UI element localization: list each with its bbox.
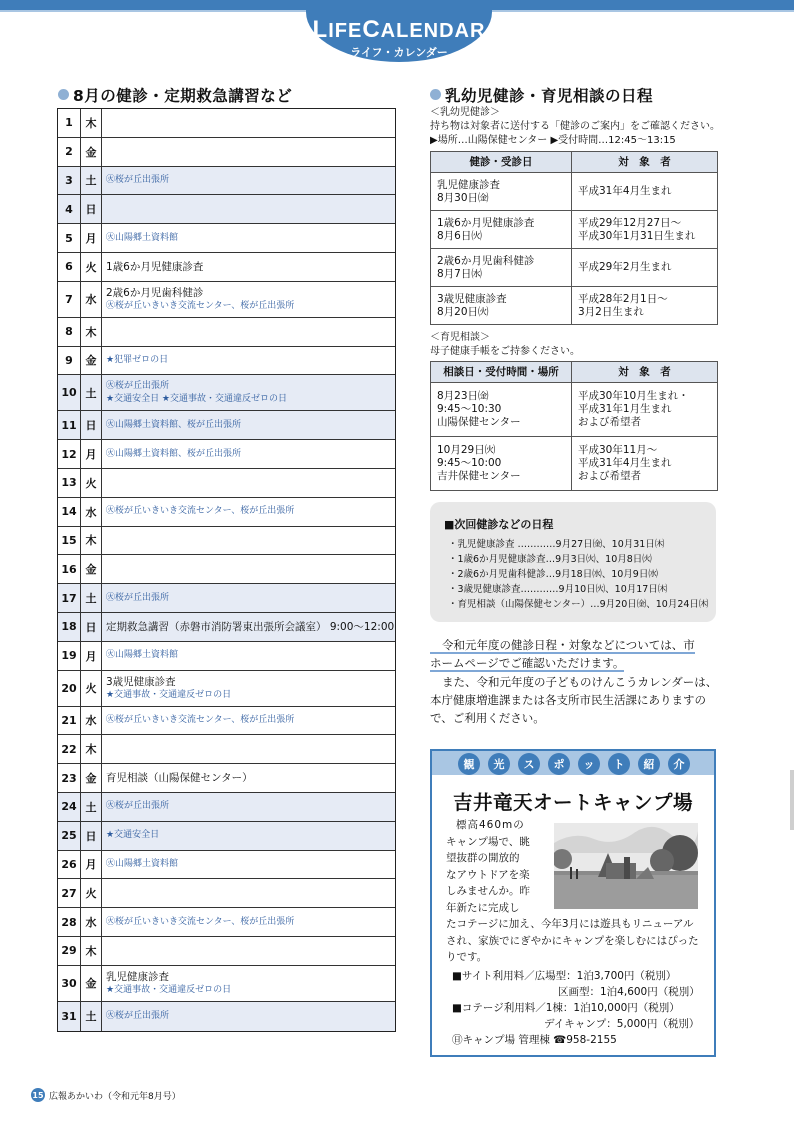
calendar-weekday: 火 — [81, 671, 102, 706]
calendar-events — [102, 966, 395, 1001]
event-note: ㊋桜が丘出張所 — [106, 801, 170, 812]
calendar-day: 22 — [58, 735, 81, 763]
event-note: ㊋桜が丘いきいき交流センター、桜が丘出張所 — [106, 506, 295, 517]
notice-paragraph-2: また、令和元年度の子どものけんこうカレンダーは、本庁健康増進課または各支所市民生活課にありますので、ご利用ください。 — [430, 675, 718, 725]
consult-table — [430, 361, 718, 491]
calendar-events — [102, 1002, 395, 1031]
table-header-cell: 対 象 者 — [572, 152, 718, 173]
calendar-row — [58, 879, 395, 908]
event-note: ㊋桜が丘いきいき交流センター、桜が丘出張所 — [106, 300, 295, 311]
band-char: 光 — [488, 753, 510, 775]
calendar-day: 30 — [58, 966, 81, 1001]
exam-date: 8月30日㈮ — [437, 191, 489, 204]
consult-note: 母子健康手帳をご持参ください。 — [430, 346, 580, 357]
exam-name: 3歳児健康診査 — [437, 292, 507, 305]
consult-label: ＜育児相談＞ — [430, 332, 490, 343]
exam-date: 8月20日㈫ — [437, 305, 489, 318]
calendar-day: 29 — [58, 937, 81, 965]
calendar-row — [58, 375, 395, 411]
daycamp-fee: デイキャンプ：5,000円（税別） — [544, 1018, 700, 1030]
calendar-weekday: 日 — [81, 195, 102, 223]
calendar-events — [102, 375, 395, 410]
calendar-weekday: 木 — [81, 937, 102, 965]
calendar-row — [58, 109, 395, 138]
calendar-row — [58, 555, 395, 584]
calendar-day: 14 — [58, 498, 81, 526]
calendar-events — [102, 851, 395, 879]
spot-text-narrow — [446, 817, 554, 916]
calendar-weekday: 月 — [81, 224, 102, 252]
table-header-cell: 相談日・受付時間・場所 — [431, 362, 572, 383]
calendar-day: 20 — [58, 671, 81, 706]
table-cell — [431, 173, 572, 211]
target-text: 平成31年1月生まれ — [578, 403, 672, 415]
band-char: ポ — [548, 753, 570, 775]
event-main: 育児相談（山陽保健センター） — [106, 772, 253, 785]
calendar-row — [58, 735, 395, 764]
table-cell — [431, 287, 572, 325]
target-text: 平成30年10月生まれ・ — [578, 390, 689, 402]
table-row — [431, 383, 718, 437]
calendar-events — [102, 937, 395, 965]
event-note: ㊋桜が丘出張所 — [106, 174, 170, 185]
footer — [31, 1088, 181, 1102]
target-text: 平成29年12月27日～ — [578, 216, 682, 229]
calendar-day: 1 — [58, 109, 81, 137]
next-schedule-box — [430, 502, 716, 622]
calendar-events — [102, 764, 395, 792]
calendar-events — [102, 167, 395, 195]
calendar-day: 6 — [58, 253, 81, 281]
title-c: C — [362, 16, 381, 43]
event-main: 乳児健康診査 — [106, 970, 169, 983]
event-note: ㊋山陽郷土資料館 — [106, 650, 179, 661]
calendar-day: 18 — [58, 613, 81, 641]
event-note: ㊋桜が丘出張所 — [106, 380, 170, 391]
infant-heading-text: 乳幼児健診・育児相談の日程 — [445, 87, 654, 105]
table-cell — [572, 437, 718, 491]
target-text: 平成28年2月1日～ — [578, 292, 668, 305]
calendar-events — [102, 109, 395, 137]
band-char: 紹 — [638, 753, 660, 775]
calendar-row — [58, 195, 395, 224]
title-ife: IFE — [328, 20, 363, 42]
calendar-events — [102, 138, 395, 166]
calendar-day: 4 — [58, 195, 81, 223]
event-note: ㊋山陽郷土資料館 — [106, 858, 179, 869]
calendar-day: 8 — [58, 318, 81, 346]
table-header-cell: 対 象 者 — [572, 362, 718, 383]
side-mark — [790, 770, 794, 830]
calendar-events — [102, 671, 395, 706]
calendar-weekday: 金 — [81, 966, 102, 1001]
target-text: 平成30年11月～ — [578, 444, 658, 456]
calendar-weekday: 木 — [81, 109, 102, 137]
calendar-weekday: 火 — [81, 253, 102, 281]
event-note: ㊋桜が丘出張所 — [106, 592, 170, 603]
consult-date: 10月29日㈫ — [437, 444, 496, 456]
calendar-row — [58, 527, 395, 556]
target-text: 平成31年4月生まれ — [578, 185, 672, 197]
spot-title: 吉井竜天オートキャンプ場 — [452, 791, 693, 814]
next-schedule-item: ・1歳6か月児健康診査…9月3日㈫、10月8日㈫ — [448, 554, 652, 565]
table-cell — [431, 437, 572, 491]
calendar-events — [102, 879, 395, 907]
calendar-weekday: 木 — [81, 318, 102, 346]
calendar-day: 23 — [58, 764, 81, 792]
heading-bullet-icon — [58, 89, 69, 100]
calendar-row — [58, 224, 395, 253]
calendar-weekday: 土 — [81, 375, 102, 410]
event-note: ★交通事故・交通違反ゼロの日 — [106, 984, 232, 995]
event-main: 1歳6か月児健康診査 — [106, 260, 204, 273]
tourist-spot-box — [430, 749, 716, 1057]
calendar-weekday: 土 — [81, 1002, 102, 1031]
calendar-day: 19 — [58, 642, 81, 670]
band-char: ッ — [578, 753, 600, 775]
calendar-day: 21 — [58, 707, 81, 735]
calendar-row — [58, 642, 395, 671]
spot-text-line: なアウトドアを楽 — [446, 868, 530, 881]
target-text: および希望者 — [578, 470, 641, 482]
target-text: 平成31年4月生まれ — [578, 457, 672, 469]
band-char: ト — [608, 753, 630, 775]
calendar-day: 27 — [58, 879, 81, 907]
header-subtitle: ライフ・カレンダー — [350, 46, 448, 59]
calendar-day: 26 — [58, 851, 81, 879]
calendar-row — [58, 318, 395, 347]
header-tab — [306, 0, 492, 62]
calendar-day: 2 — [58, 138, 81, 166]
table-row — [431, 249, 718, 287]
calendar-day: 10 — [58, 375, 81, 410]
title-alendar: ALENDAR — [380, 20, 486, 42]
event-note: ㊋山陽郷土資料館、桜が丘出張所 — [106, 419, 242, 430]
notice-text: 令和元年度の健診日程・対象などについては、市 — [430, 638, 695, 654]
calendar-weekday: 月 — [81, 642, 102, 670]
header-title — [306, 16, 492, 44]
calendar-day: 31 — [58, 1002, 81, 1031]
calendar-heading-text: 8月の健診・定期救急講習など — [73, 87, 293, 105]
calendar-events — [102, 613, 395, 641]
calendar-day: 25 — [58, 822, 81, 850]
table-cell — [572, 287, 718, 325]
calendar-row — [58, 908, 395, 937]
spot-text-line: 年新たに完成し — [446, 901, 520, 914]
calendar-events — [102, 527, 395, 555]
calendar-row — [58, 138, 395, 167]
event-note: ★交通事故・交通違反ゼロの日 — [106, 689, 232, 700]
event-note: ㊋桜が丘いきいき交流センター、桜が丘出張所 — [106, 714, 295, 725]
notice-link-text[interactable]: ホームページでご確認いただけます。 — [430, 656, 625, 670]
calendar-events — [102, 469, 395, 497]
exam-name: 2歳6か月児歯科健診 — [437, 254, 535, 267]
calendar-row — [58, 1002, 395, 1031]
consult-date: 8月23日㈮ — [437, 390, 489, 402]
calendar-row — [58, 282, 395, 318]
event-main: 2歳6か月児歯科健診 — [106, 286, 204, 299]
calendar-table — [57, 108, 396, 1032]
table-row — [431, 437, 718, 491]
calendar-weekday: 水 — [81, 707, 102, 735]
table-cell — [431, 211, 572, 249]
consult-table-header — [431, 362, 718, 383]
calendar-day: 16 — [58, 555, 81, 583]
next-schedule-item: ・育児相談（山陽保健センター）…9月20日㈮、10月24日㈭ — [448, 599, 709, 610]
band-char: ス — [518, 753, 540, 775]
calendar-events — [102, 642, 395, 670]
event-note: ㊋山陽郷土資料館 — [106, 232, 179, 243]
consult-place: 山陽保健センター — [437, 416, 521, 428]
band-char: 観 — [458, 753, 480, 775]
checkup-place-time: ▶場所…山陽保健センター ▶受付時間…12:45～13:15 — [430, 135, 676, 146]
calendar-weekday: 水 — [81, 498, 102, 526]
calendar-events — [102, 822, 395, 850]
calendar-weekday: 火 — [81, 469, 102, 497]
spot-band — [432, 751, 714, 775]
calendar-row — [58, 584, 395, 613]
calendar-day: 11 — [58, 411, 81, 439]
checkup-label: ＜乳幼児健診＞ — [430, 107, 500, 118]
infant-heading — [430, 84, 653, 106]
spot-text-wide: たコテージに加え、今年3月には遊具もリニューアルされ、家族でにぎやかにキャンプを楽しむにはぴったりです。 — [446, 918, 699, 963]
calendar-row — [58, 764, 395, 793]
table-cell — [431, 249, 572, 287]
calendar-weekday: 日 — [81, 822, 102, 850]
table-cell — [572, 249, 718, 287]
calendar-row — [58, 613, 395, 642]
checkup-note: 持ち物は対象者に送付する「健診のご案内」をご確認ください。 — [430, 121, 720, 132]
calendar-weekday: 水 — [81, 282, 102, 317]
calendar-day: 15 — [58, 527, 81, 555]
calendar-events — [102, 411, 395, 439]
table-cell — [431, 383, 572, 437]
spot-text-line: しみませんか。昨 — [446, 885, 530, 897]
campsite-photo — [554, 823, 698, 909]
calendar-row — [58, 253, 395, 282]
calendar-events — [102, 318, 395, 346]
calendar-weekday: 水 — [81, 908, 102, 936]
calendar-row — [58, 707, 395, 736]
calendar-weekday: 金 — [81, 555, 102, 583]
calendar-day: 17 — [58, 584, 81, 612]
spot-text-line: キャンプ場で、眺 — [446, 835, 530, 848]
next-schedule-item: ・2歳6か月児歯科健診…9月18日㈬、10月9日㈬ — [448, 569, 658, 580]
calendar-row — [58, 469, 395, 498]
target-text: 平成29年2月生まれ — [578, 261, 672, 273]
calendar-events — [102, 282, 395, 317]
consult-place: 吉井保健センター — [437, 470, 521, 482]
calendar-row — [58, 411, 395, 440]
heading-bullet-icon — [430, 89, 441, 100]
calendar-day: 28 — [58, 908, 81, 936]
calendar-weekday: 木 — [81, 735, 102, 763]
calendar-events — [102, 498, 395, 526]
calendar-day: 12 — [58, 440, 81, 468]
next-schedule-item: ・乳児健康診査 …………9月27日㈮、10月31日㈭ — [448, 539, 665, 550]
calendar-weekday: 土 — [81, 167, 102, 195]
calendar-events — [102, 253, 395, 281]
calendar-day: 13 — [58, 469, 81, 497]
calendar-day: 7 — [58, 282, 81, 317]
spot-contact: ㊐キャンプ場 管理棟 ☎958-2155 — [452, 1034, 617, 1046]
exam-date: 8月7日㈬ — [437, 267, 482, 280]
calendar-day: 9 — [58, 347, 81, 375]
event-note: ㊋山陽郷土資料館、桜が丘出張所 — [106, 448, 242, 459]
calendar-weekday: 金 — [81, 347, 102, 375]
table-header-cell: 健診・受診日 — [431, 152, 572, 173]
calendar-weekday: 月 — [81, 440, 102, 468]
calendar-events — [102, 584, 395, 612]
calendar-weekday: 日 — [81, 411, 102, 439]
calendar-row — [58, 966, 395, 1002]
event-note: ㊋桜が丘いきいき交流センター、桜が丘出張所 — [106, 916, 295, 927]
event-note: ㊋桜が丘出張所 — [106, 1010, 170, 1021]
exam-name: 乳児健康診査 — [437, 178, 500, 191]
exam-date: 8月6日㈫ — [437, 229, 482, 242]
calendar-row — [58, 347, 395, 376]
calendar-events — [102, 793, 395, 821]
title-l: L — [312, 16, 329, 43]
calendar-weekday: 火 — [81, 879, 102, 907]
calendar-row — [58, 793, 395, 822]
exam-name: 1歳6か月児健康診査 — [437, 216, 535, 229]
calendar-weekday: 金 — [81, 138, 102, 166]
calendar-row — [58, 167, 395, 196]
table-cell — [572, 383, 718, 437]
event-note: ★交通安全日 — [106, 830, 160, 841]
next-schedule-item: ・3歳児健康診査…………9月10日㈫、10月17日㈭ — [448, 584, 668, 595]
event-note: ★交通安全日 ★交通事故・交通違反ゼロの日 — [106, 393, 287, 404]
calendar-weekday: 金 — [81, 764, 102, 792]
calendar-events — [102, 908, 395, 936]
table-row — [431, 211, 718, 249]
calendar-events — [102, 707, 395, 735]
target-text: 平成30年1月31日生まれ — [578, 229, 696, 242]
site-fee: ■サイト利用料／広場型：1泊3,700円（税別） — [452, 970, 677, 982]
consult-time: 9:45～10:30 — [437, 403, 502, 415]
checkup-table — [430, 151, 718, 325]
calendar-row — [58, 440, 395, 469]
event-main: 定期救急講習（赤磐市消防署東出張所会議室） 9:00～12:00 — [106, 620, 395, 633]
calendar-row — [58, 851, 395, 880]
calendar-events — [102, 347, 395, 375]
calendar-day: 24 — [58, 793, 81, 821]
page-number: 15 — [31, 1088, 45, 1102]
calendar-weekday: 木 — [81, 527, 102, 555]
calendar-row — [58, 498, 395, 527]
calendar-events — [102, 440, 395, 468]
calendar-events — [102, 735, 395, 763]
event-note: ★犯罪ゼロの日 — [106, 354, 169, 365]
calendar-weekday: 土 — [81, 793, 102, 821]
table-row — [431, 173, 718, 211]
calendar-events — [102, 555, 395, 583]
target-text: 3月2日生まれ — [578, 305, 644, 318]
calendar-weekday: 月 — [81, 851, 102, 879]
calendar-weekday: 日 — [81, 613, 102, 641]
site-fee-2: 区画型：1泊4,600円（税別） — [558, 986, 700, 998]
calendar-events — [102, 224, 395, 252]
checkup-table-header — [431, 152, 718, 173]
calendar-events — [102, 195, 395, 223]
spot-text-line: 標高460mの — [456, 819, 525, 831]
event-main: 3歳児健康診査 — [106, 675, 176, 688]
consult-time: 9:45～10:00 — [437, 457, 502, 469]
target-text: および希望者 — [578, 416, 641, 428]
calendar-row — [58, 822, 395, 851]
spot-text-line: 望抜群の開放的 — [446, 852, 520, 864]
band-char: 介 — [668, 753, 690, 775]
calendar-row — [58, 671, 395, 707]
calendar-row — [58, 937, 395, 966]
table-cell — [572, 211, 718, 249]
table-cell — [572, 173, 718, 211]
notice-paragraph-1 — [430, 636, 718, 672]
calendar-day: 3 — [58, 167, 81, 195]
table-row — [431, 287, 718, 325]
cottage-fee: ■コテージ利用料／1棟：1泊10,000円（税別） — [452, 1002, 680, 1014]
calendar-weekday: 土 — [81, 584, 102, 612]
footer-text: 広報あかいわ（令和元年8月号） — [49, 1091, 181, 1102]
calendar-day: 5 — [58, 224, 81, 252]
calendar-heading — [58, 84, 292, 106]
next-schedule-title: ■次回健診などの日程 — [444, 518, 554, 531]
